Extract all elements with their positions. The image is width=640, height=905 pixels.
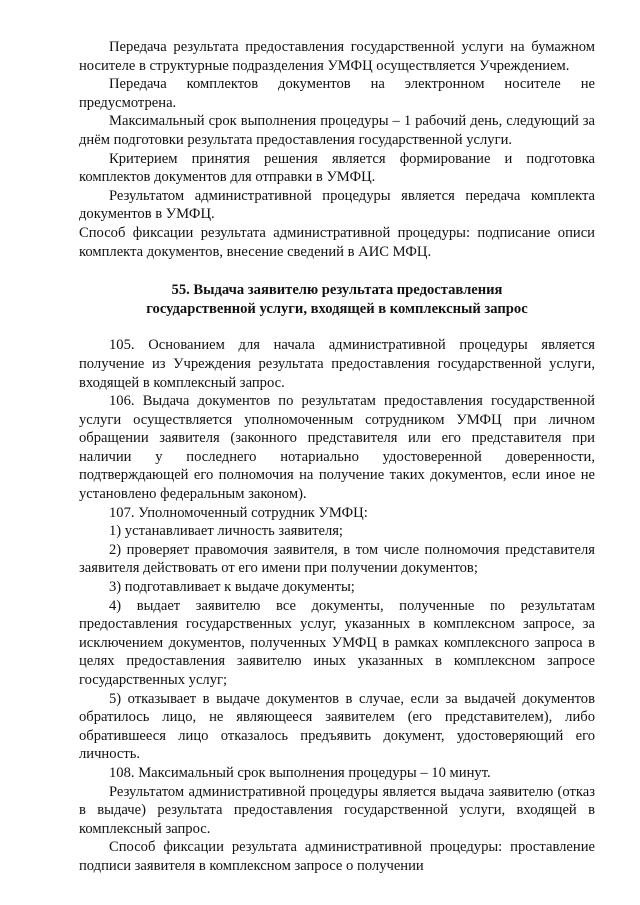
section-heading-line-2: государственной услуги, входящей в комплексный запрос	[146, 300, 528, 317]
section-heading-line-1: 55. Выдача заявителю результата предоставления	[171, 282, 503, 299]
paragraph-decision-criterion: Критерием принятия решения является формирование и подготовка комплектов документов для отправки в УМФЦ.	[79, 150, 595, 186]
paragraph-108: 108. Максимальный срок выполнения процедуры – 10 минут.	[109, 764, 491, 781]
list-item-5: 5) отказывает в выдаче документов в случае, если за выдачей документов обратилось лицо, не являющееся заявителем (его представителем), либо обратившееся лицо отказалось предъявить документ, удостоверяющий его личность.	[79, 690, 595, 763]
paragraph-result: Результатом административной процедуры является выдача заявителю (отказ в выдаче) результата предоставления государственной услуги, входящей в комплексный запрос.	[79, 783, 595, 837]
paragraph-procedure-result: Результатом административной процедуры является передача комплекта документов в УМФЦ.	[79, 187, 595, 223]
list-item-4: 4) выдает заявителю все документы, полученные по результатам предоставления государственных услуг, указанных в комплексном запросе, за исключением документов, полученных УМФЦ в рамках комплексного запроса в целях предоставления заявителю иных указанных в комплексном запросе государственных услуг;	[79, 597, 595, 688]
paragraph-fixation-method: Способ фиксации результата административной процедуры: подписание описи комплекта документов, внесение сведений в АИС МФЦ.	[79, 224, 595, 260]
list-item-1: 1) устанавливает личность заявителя;	[109, 523, 343, 540]
paragraph-transfer-electronic: Передача комплектов документов на электронном носителе не предусмотрена.	[79, 76, 595, 111]
spacer	[79, 318, 595, 336]
spacer	[79, 261, 595, 281]
paragraph-fixation-signature: Способ фиксации результата административной процедуры: проставление подписи заявителя в комплексном запросе о получении	[79, 839, 595, 874]
list-item-3: 3) подготавливает к выдаче документы;	[109, 579, 355, 596]
paragraph-max-duration: Максимальный срок выполнения процедуры – 1 рабочий день, следующий за днём подготовки результата предоставления государственной услуги.	[79, 113, 595, 148]
paragraph-transfer-paper: Передача результата предоставления государственной услуги на бумажном носителе в структурные подразделения УМФЦ осуществляется Учреждением.	[79, 39, 595, 74]
paragraph-107: 107. Уполномоченный сотрудник УМФЦ:	[109, 504, 368, 521]
paragraph-106: 106. Выдача документов по результатам предоставления государственной услуги осуществляется уполномоченным сотрудником УМФЦ при личном обращении заявителя (законного представителя или его представителя при наличии у последнего нотариально удостоверенной доверенности, подтверждающей его полномочия на получение таких документов, если иное не установлено федеральным законом).	[79, 393, 595, 503]
document-page	[79, 38, 595, 876]
paragraph-105: 105. Основанием для начала административной процедуры является получение из Учреждения результата предоставления государственной услуги, входящей в комплексный запрос.	[79, 337, 595, 391]
list-item-2: 2) проверяет правомочия заявителя, в том числе полномочия представителя заявителя действовать от его имени при получении документов;	[79, 541, 595, 577]
